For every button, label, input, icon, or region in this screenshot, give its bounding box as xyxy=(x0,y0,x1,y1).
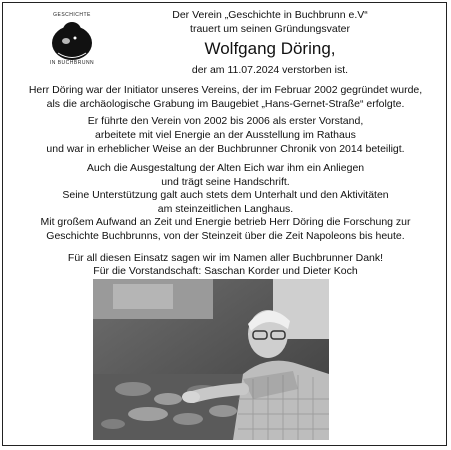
paragraph-3-line-1: Auch die Ausgestaltung der Alten Eich war ihm ein Anliegen xyxy=(86,162,365,174)
paragraph-3-line-3: Seine Unterstützung galt auch stets dem Unterhalt und den Aktivitäten xyxy=(62,189,389,201)
paragraph-4-line-1: Für all diesen Einsatz sagen wir im Namen aller Buchbrunner Dank! xyxy=(67,252,384,264)
paragraph-3-line-5: Mit großem Aufwand an Zeit und Energie betrieb Herr Döring die Forschung zur xyxy=(40,216,411,228)
paragraph-3-line-6: Geschichte Buchbrunns, von der Steinzeit über die Zeit Napoleons bis heute. xyxy=(46,230,405,242)
paragraph-2-line-1: Er führte den Verein von 2002 bis 2006 als erster Vorstand, xyxy=(87,115,364,127)
paragraph-2-line-2: arbeitete mit viel Energie an der Ausstellung im Rathaus xyxy=(95,129,356,141)
header-line-3: der am 11.07.2024 verstorben ist. xyxy=(191,64,349,76)
paragraph-4-line-2: Für die Vorstandschaft: Saschan Korder und Dieter Koch xyxy=(93,265,358,277)
deceased-name: Wolfgang Döring, xyxy=(204,39,336,58)
paragraph-3-line-4: am steinzeitlichen Langhaus. xyxy=(157,203,294,215)
header-line-2: trauert um seinen Gründungsvater xyxy=(190,23,350,35)
logo-text-top: GESCHICHTE xyxy=(53,12,91,18)
header-line-1: Der Verein „Geschichte in Buchbrunn e.V“ xyxy=(172,9,368,21)
paragraph-2-line-3: und war in erheblicher Weise an der Buchbrunner Chronik von 2014 beteiligt. xyxy=(46,143,405,155)
paragraph-1-line-1: Herr Döring war der Initiator unseres Vereins, der im Februar 2002 gegründet wurde, xyxy=(28,84,423,96)
portrait-photo xyxy=(93,279,329,440)
paragraph-3-line-2: und trägt seine Handschrift. xyxy=(161,176,290,188)
paragraph-1-line-2: als die archäologische Grabung im Baugebiet „Hans-Gernet-Straße“ erfolgte. xyxy=(46,98,405,110)
logo-text-bottom: IN BUCHBRUNN xyxy=(49,60,95,66)
